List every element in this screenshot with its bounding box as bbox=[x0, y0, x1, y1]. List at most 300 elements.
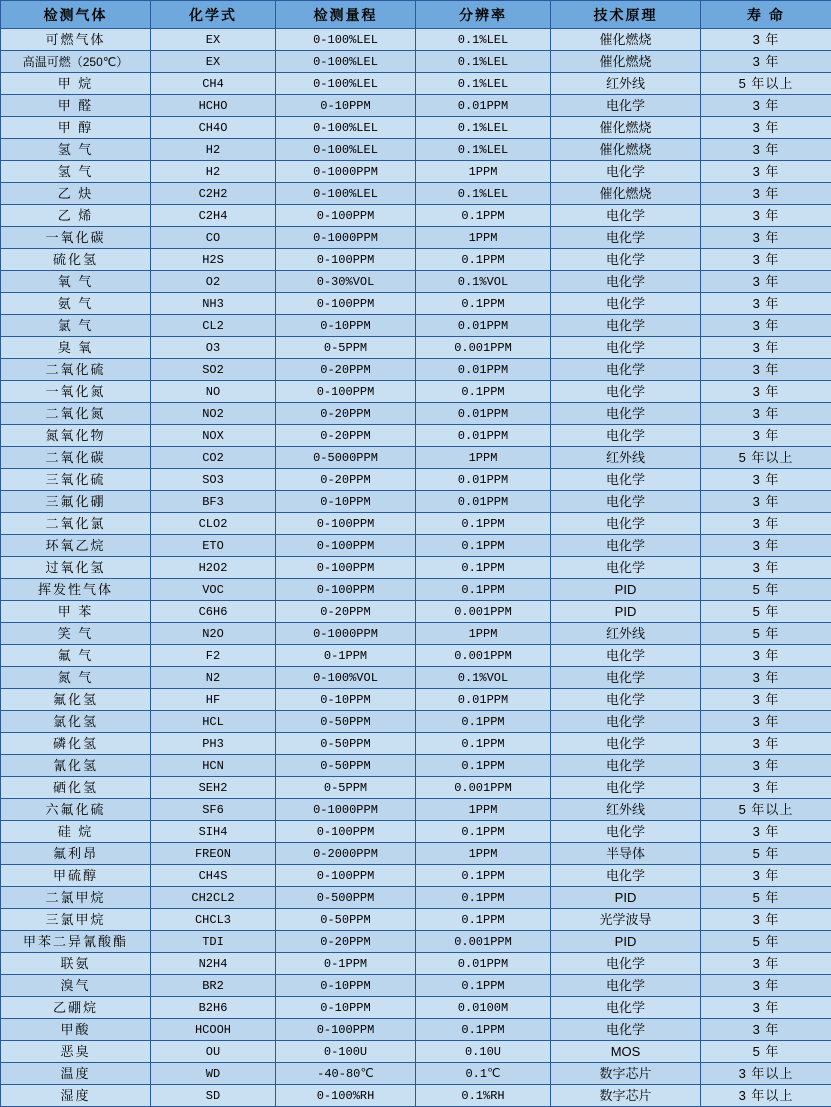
cell-principle: 红外线 bbox=[551, 623, 701, 645]
cell-principle: 半导体 bbox=[551, 843, 701, 865]
cell-principle: 电化学 bbox=[551, 205, 701, 227]
cell-formula: SF6 bbox=[151, 799, 276, 821]
cell-principle: 电化学 bbox=[551, 249, 701, 271]
column-header-lifetime: 寿 命 bbox=[701, 1, 831, 29]
table-row bbox=[1, 1019, 831, 1041]
cell-resolution: 0.1PPM bbox=[416, 755, 551, 777]
cell-formula: CHCL3 bbox=[151, 909, 276, 931]
cell-principle: 电化学 bbox=[551, 1019, 701, 1041]
cell-resolution: 0.001PPM bbox=[416, 601, 551, 623]
cell-name: 三氯甲烷 bbox=[1, 909, 151, 931]
cell-resolution: 1PPM bbox=[416, 227, 551, 249]
table-row bbox=[1, 557, 831, 579]
cell-principle: 电化学 bbox=[551, 755, 701, 777]
cell-name: 二氧化氮 bbox=[1, 403, 151, 425]
cell-resolution: 0.001PPM bbox=[416, 931, 551, 953]
cell-life: 3 年 bbox=[701, 249, 831, 271]
cell-formula: CH2CL2 bbox=[151, 887, 276, 909]
cell-life: 3 年以上 bbox=[701, 1063, 831, 1085]
cell-formula: VOC bbox=[151, 579, 276, 601]
cell-formula: HCHO bbox=[151, 95, 276, 117]
table-row bbox=[1, 139, 831, 161]
cell-range: 0-100PPM bbox=[276, 293, 416, 315]
cell-principle: 电化学 bbox=[551, 645, 701, 667]
cell-range: 0-10PPM bbox=[276, 491, 416, 513]
cell-resolution: 0.1%LEL bbox=[416, 139, 551, 161]
cell-resolution: 1PPM bbox=[416, 843, 551, 865]
cell-resolution: 0.1%VOL bbox=[416, 667, 551, 689]
cell-life: 3 年 bbox=[701, 821, 831, 843]
column-header-range: 检测量程 bbox=[276, 1, 416, 29]
cell-resolution: 0.1PPM bbox=[416, 249, 551, 271]
table-row bbox=[1, 227, 831, 249]
cell-principle: 电化学 bbox=[551, 293, 701, 315]
table-row bbox=[1, 513, 831, 535]
cell-life: 3 年 bbox=[701, 667, 831, 689]
cell-name: 乙硼烷 bbox=[1, 997, 151, 1019]
cell-resolution: 0.01PPM bbox=[416, 315, 551, 337]
cell-principle: 电化学 bbox=[551, 513, 701, 535]
cell-resolution: 0.1PPM bbox=[416, 513, 551, 535]
cell-formula: C6H6 bbox=[151, 601, 276, 623]
cell-life: 3 年 bbox=[701, 117, 831, 139]
cell-life: 3 年 bbox=[701, 359, 831, 381]
cell-name: 硒化氢 bbox=[1, 777, 151, 799]
cell-formula: CH4O bbox=[151, 117, 276, 139]
cell-resolution: 1PPM bbox=[416, 799, 551, 821]
cell-range: 0-100PPM bbox=[276, 1019, 416, 1041]
cell-life: 3 年 bbox=[701, 51, 831, 73]
cell-life: 5 年以上 bbox=[701, 447, 831, 469]
cell-principle: 电化学 bbox=[551, 227, 701, 249]
cell-life: 3 年 bbox=[701, 645, 831, 667]
cell-formula: CLO2 bbox=[151, 513, 276, 535]
cell-principle: 电化学 bbox=[551, 777, 701, 799]
cell-formula: CH4S bbox=[151, 865, 276, 887]
cell-resolution: 0.1PPM bbox=[416, 1019, 551, 1041]
cell-life: 3 年 bbox=[701, 1019, 831, 1041]
cell-name: 氟 气 bbox=[1, 645, 151, 667]
table-row bbox=[1, 997, 831, 1019]
column-header-formula: 化学式 bbox=[151, 1, 276, 29]
cell-formula: C2H2 bbox=[151, 183, 276, 205]
table-row bbox=[1, 865, 831, 887]
cell-name: 二氧化碳 bbox=[1, 447, 151, 469]
cell-name: 可燃气体 bbox=[1, 29, 151, 51]
cell-principle: 电化学 bbox=[551, 821, 701, 843]
cell-principle: MOS bbox=[551, 1041, 701, 1063]
cell-principle: 电化学 bbox=[551, 161, 701, 183]
cell-principle: PID bbox=[551, 887, 701, 909]
cell-name: 氮 气 bbox=[1, 667, 151, 689]
cell-life: 3 年 bbox=[701, 337, 831, 359]
table-row bbox=[1, 315, 831, 337]
cell-principle: 电化学 bbox=[551, 95, 701, 117]
cell-resolution: 1PPM bbox=[416, 447, 551, 469]
cell-formula: TDI bbox=[151, 931, 276, 953]
cell-principle: 电化学 bbox=[551, 359, 701, 381]
cell-formula: O2 bbox=[151, 271, 276, 293]
cell-name: 硅 烷 bbox=[1, 821, 151, 843]
cell-resolution: 0.1PPM bbox=[416, 381, 551, 403]
cell-range: 0-2000PPM bbox=[276, 843, 416, 865]
cell-range: 0-10PPM bbox=[276, 997, 416, 1019]
cell-life: 3 年 bbox=[701, 227, 831, 249]
cell-range: 0-10PPM bbox=[276, 315, 416, 337]
cell-range: 0-100PPM bbox=[276, 821, 416, 843]
cell-resolution: 0.01PPM bbox=[416, 491, 551, 513]
cell-principle: 电化学 bbox=[551, 689, 701, 711]
cell-name: 硫化氢 bbox=[1, 249, 151, 271]
table-row bbox=[1, 579, 831, 601]
cell-resolution: 0.1%LEL bbox=[416, 73, 551, 95]
cell-range: 0-100%RH bbox=[276, 1085, 416, 1107]
cell-formula: OU bbox=[151, 1041, 276, 1063]
table-row bbox=[1, 931, 831, 953]
cell-principle: 红外线 bbox=[551, 447, 701, 469]
cell-formula: F2 bbox=[151, 645, 276, 667]
cell-range: 0-50PPM bbox=[276, 733, 416, 755]
cell-principle: 电化学 bbox=[551, 975, 701, 997]
cell-principle: PID bbox=[551, 579, 701, 601]
cell-life: 3 年 bbox=[701, 469, 831, 491]
cell-name: 联氨 bbox=[1, 953, 151, 975]
cell-life: 3 年 bbox=[701, 755, 831, 777]
cell-resolution: 0.1PPM bbox=[416, 205, 551, 227]
cell-name: 氯化氢 bbox=[1, 711, 151, 733]
cell-resolution: 1PPM bbox=[416, 161, 551, 183]
cell-life: 3 年 bbox=[701, 535, 831, 557]
cell-life: 3 年 bbox=[701, 689, 831, 711]
cell-name: 二氧化氯 bbox=[1, 513, 151, 535]
cell-formula: H2S bbox=[151, 249, 276, 271]
cell-name: 氯 气 bbox=[1, 315, 151, 337]
cell-formula: O3 bbox=[151, 337, 276, 359]
cell-resolution: 0.1PPM bbox=[416, 975, 551, 997]
cell-principle: 电化学 bbox=[551, 469, 701, 491]
cell-range: 0-100%LEL bbox=[276, 183, 416, 205]
table-row bbox=[1, 535, 831, 557]
cell-range: 0-1000PPM bbox=[276, 799, 416, 821]
cell-principle: PID bbox=[551, 931, 701, 953]
table-row bbox=[1, 293, 831, 315]
cell-life: 5 年 bbox=[701, 623, 831, 645]
cell-name: 三氟化硼 bbox=[1, 491, 151, 513]
cell-principle: 光学波导 bbox=[551, 909, 701, 931]
cell-principle: 电化学 bbox=[551, 997, 701, 1019]
cell-resolution: 0.1PPM bbox=[416, 909, 551, 931]
cell-name: 臭 氧 bbox=[1, 337, 151, 359]
cell-principle: 电化学 bbox=[551, 535, 701, 557]
cell-principle: 电化学 bbox=[551, 337, 701, 359]
cell-life: 3 年以上 bbox=[701, 1085, 831, 1107]
cell-principle: 红外线 bbox=[551, 799, 701, 821]
cell-principle: 红外线 bbox=[551, 73, 701, 95]
cell-range: 0-5PPM bbox=[276, 777, 416, 799]
cell-name: 氨 气 bbox=[1, 293, 151, 315]
cell-principle: 催化燃烧 bbox=[551, 51, 701, 73]
cell-name: 氰化氢 bbox=[1, 755, 151, 777]
cell-resolution: 0.01PPM bbox=[416, 95, 551, 117]
cell-range: 0-100PPM bbox=[276, 513, 416, 535]
cell-formula: EX bbox=[151, 29, 276, 51]
cell-name: 氟化氢 bbox=[1, 689, 151, 711]
cell-name: 氧 气 bbox=[1, 271, 151, 293]
cell-principle: 催化燃烧 bbox=[551, 183, 701, 205]
cell-range: 0-1000PPM bbox=[276, 227, 416, 249]
table-row bbox=[1, 777, 831, 799]
cell-resolution: 0.1PPM bbox=[416, 579, 551, 601]
cell-formula: EX bbox=[151, 51, 276, 73]
cell-range: 0-100PPM bbox=[276, 557, 416, 579]
cell-range: 0-20PPM bbox=[276, 359, 416, 381]
cell-name: 乙 炔 bbox=[1, 183, 151, 205]
cell-formula: B2H6 bbox=[151, 997, 276, 1019]
cell-range: 0-100%LEL bbox=[276, 51, 416, 73]
cell-resolution: 0.1PPM bbox=[416, 733, 551, 755]
table-row bbox=[1, 887, 831, 909]
cell-principle: 催化燃烧 bbox=[551, 139, 701, 161]
table-body bbox=[1, 29, 831, 1107]
cell-formula: SEH2 bbox=[151, 777, 276, 799]
table-row bbox=[1, 733, 831, 755]
cell-name: 二氧化硫 bbox=[1, 359, 151, 381]
cell-range: 0-100%LEL bbox=[276, 29, 416, 51]
cell-resolution: 0.1PPM bbox=[416, 535, 551, 557]
table-row bbox=[1, 359, 831, 381]
cell-formula: HCN bbox=[151, 755, 276, 777]
cell-life: 3 年 bbox=[701, 293, 831, 315]
cell-formula: NO bbox=[151, 381, 276, 403]
cell-resolution: 0.1%RH bbox=[416, 1085, 551, 1107]
cell-formula: SD bbox=[151, 1085, 276, 1107]
cell-range: 0-100%LEL bbox=[276, 139, 416, 161]
cell-range: 0-20PPM bbox=[276, 403, 416, 425]
cell-formula: BR2 bbox=[151, 975, 276, 997]
cell-range: 0-20PPM bbox=[276, 469, 416, 491]
cell-name: 六氟化硫 bbox=[1, 799, 151, 821]
cell-range: 0-100PPM bbox=[276, 865, 416, 887]
cell-formula: CO2 bbox=[151, 447, 276, 469]
cell-name: 挥发性气体 bbox=[1, 579, 151, 601]
cell-life: 3 年 bbox=[701, 953, 831, 975]
cell-name: 过氧化氢 bbox=[1, 557, 151, 579]
cell-range: 0-100PPM bbox=[276, 381, 416, 403]
cell-formula: HCL bbox=[151, 711, 276, 733]
cell-resolution: 0.1%LEL bbox=[416, 29, 551, 51]
cell-formula: NO2 bbox=[151, 403, 276, 425]
cell-life: 3 年 bbox=[701, 403, 831, 425]
cell-formula: PH3 bbox=[151, 733, 276, 755]
cell-formula: CH4 bbox=[151, 73, 276, 95]
cell-principle: 电化学 bbox=[551, 711, 701, 733]
cell-range: 0-20PPM bbox=[276, 601, 416, 623]
cell-name: 氢 气 bbox=[1, 161, 151, 183]
table-row bbox=[1, 117, 831, 139]
cell-resolution: 0.01PPM bbox=[416, 953, 551, 975]
cell-resolution: 0.001PPM bbox=[416, 645, 551, 667]
cell-range: 0-50PPM bbox=[276, 711, 416, 733]
cell-formula: H2 bbox=[151, 139, 276, 161]
cell-formula: N2O bbox=[151, 623, 276, 645]
cell-formula: N2H4 bbox=[151, 953, 276, 975]
table-row bbox=[1, 667, 831, 689]
cell-life: 5 年 bbox=[701, 1041, 831, 1063]
column-header-gas: 检测气体 bbox=[1, 1, 151, 29]
cell-name: 乙 烯 bbox=[1, 205, 151, 227]
cell-resolution: 0.1PPM bbox=[416, 557, 551, 579]
cell-principle: 电化学 bbox=[551, 667, 701, 689]
table-row bbox=[1, 953, 831, 975]
cell-life: 3 年 bbox=[701, 315, 831, 337]
cell-life: 3 年 bbox=[701, 161, 831, 183]
cell-formula: HF bbox=[151, 689, 276, 711]
cell-life: 5 年 bbox=[701, 601, 831, 623]
cell-life: 3 年 bbox=[701, 491, 831, 513]
cell-resolution: 1PPM bbox=[416, 623, 551, 645]
table-row bbox=[1, 425, 831, 447]
table-row bbox=[1, 73, 831, 95]
cell-range: 0-100U bbox=[276, 1041, 416, 1063]
cell-life: 3 年 bbox=[701, 513, 831, 535]
cell-principle: 数字芯片 bbox=[551, 1063, 701, 1085]
cell-name: 甲苯二异氰酸酯 bbox=[1, 931, 151, 953]
cell-formula: CO bbox=[151, 227, 276, 249]
cell-principle: 电化学 bbox=[551, 271, 701, 293]
cell-name: 高温可燃（250℃） bbox=[1, 51, 151, 73]
cell-formula: NOX bbox=[151, 425, 276, 447]
table-row bbox=[1, 601, 831, 623]
cell-name: 湿度 bbox=[1, 1085, 151, 1107]
cell-name: 甲 苯 bbox=[1, 601, 151, 623]
cell-life: 3 年 bbox=[701, 909, 831, 931]
cell-formula: H2O2 bbox=[151, 557, 276, 579]
table-row bbox=[1, 821, 831, 843]
cell-principle: 电化学 bbox=[551, 491, 701, 513]
cell-formula: FREON bbox=[151, 843, 276, 865]
cell-range: 0-20PPM bbox=[276, 931, 416, 953]
cell-life: 3 年 bbox=[701, 183, 831, 205]
cell-name: 甲酸 bbox=[1, 1019, 151, 1041]
cell-range: 0-30%VOL bbox=[276, 271, 416, 293]
cell-life: 5 年以上 bbox=[701, 799, 831, 821]
cell-life: 3 年 bbox=[701, 557, 831, 579]
cell-life: 5 年 bbox=[701, 843, 831, 865]
cell-formula: ETO bbox=[151, 535, 276, 557]
cell-range: 0-5PPM bbox=[276, 337, 416, 359]
table-row bbox=[1, 689, 831, 711]
table-row bbox=[1, 51, 831, 73]
cell-name: 一氧化碳 bbox=[1, 227, 151, 249]
table-row bbox=[1, 755, 831, 777]
cell-resolution: 0.01PPM bbox=[416, 425, 551, 447]
cell-name: 氢 气 bbox=[1, 139, 151, 161]
table-row bbox=[1, 799, 831, 821]
cell-name: 氟利昂 bbox=[1, 843, 151, 865]
cell-resolution: 0.1PPM bbox=[416, 821, 551, 843]
cell-principle: 电化学 bbox=[551, 733, 701, 755]
cell-range: 0-100PPM bbox=[276, 535, 416, 557]
table-row bbox=[1, 183, 831, 205]
cell-range: 0-100%VOL bbox=[276, 667, 416, 689]
cell-formula: CL2 bbox=[151, 315, 276, 337]
cell-range: 0-100PPM bbox=[276, 249, 416, 271]
cell-formula: H2 bbox=[151, 161, 276, 183]
cell-life: 3 年 bbox=[701, 711, 831, 733]
cell-range: 0-50PPM bbox=[276, 755, 416, 777]
cell-range: 0-1PPM bbox=[276, 645, 416, 667]
cell-name: 二氯甲烷 bbox=[1, 887, 151, 909]
cell-name: 一氧化氮 bbox=[1, 381, 151, 403]
cell-name: 氮氧化物 bbox=[1, 425, 151, 447]
table-row bbox=[1, 645, 831, 667]
cell-range: 0-1000PPM bbox=[276, 623, 416, 645]
table-row bbox=[1, 909, 831, 931]
table-row bbox=[1, 337, 831, 359]
table-row bbox=[1, 1085, 831, 1107]
cell-resolution: 0.01PPM bbox=[416, 359, 551, 381]
cell-name: 甲 醇 bbox=[1, 117, 151, 139]
cell-range: 0-20PPM bbox=[276, 425, 416, 447]
table-row bbox=[1, 711, 831, 733]
cell-life: 3 年 bbox=[701, 733, 831, 755]
cell-resolution: 0.01PPM bbox=[416, 689, 551, 711]
column-header-resolution: 分辨率 bbox=[416, 1, 551, 29]
cell-range: 0-1000PPM bbox=[276, 161, 416, 183]
cell-life: 3 年 bbox=[701, 95, 831, 117]
cell-range: 0-5000PPM bbox=[276, 447, 416, 469]
cell-resolution: 0.1PPM bbox=[416, 865, 551, 887]
cell-resolution: 0.001PPM bbox=[416, 337, 551, 359]
cell-resolution: 0.001PPM bbox=[416, 777, 551, 799]
cell-range: 0-1PPM bbox=[276, 953, 416, 975]
cell-formula: N2 bbox=[151, 667, 276, 689]
cell-formula: SIH4 bbox=[151, 821, 276, 843]
cell-resolution: 0.1℃ bbox=[416, 1063, 551, 1085]
table-row bbox=[1, 623, 831, 645]
cell-formula: SO3 bbox=[151, 469, 276, 491]
table-row bbox=[1, 469, 831, 491]
table-row bbox=[1, 491, 831, 513]
cell-name: 甲 醛 bbox=[1, 95, 151, 117]
cell-name: 笑 气 bbox=[1, 623, 151, 645]
cell-life: 3 年 bbox=[701, 777, 831, 799]
cell-formula: HCOOH bbox=[151, 1019, 276, 1041]
cell-name: 三氧化硫 bbox=[1, 469, 151, 491]
cell-formula: BF3 bbox=[151, 491, 276, 513]
cell-life: 3 年 bbox=[701, 425, 831, 447]
cell-name: 恶臭 bbox=[1, 1041, 151, 1063]
cell-principle: 电化学 bbox=[551, 557, 701, 579]
cell-name: 甲 烷 bbox=[1, 73, 151, 95]
cell-name: 溴气 bbox=[1, 975, 151, 997]
cell-resolution: 0.1%LEL bbox=[416, 117, 551, 139]
cell-principle: 催化燃烧 bbox=[551, 29, 701, 51]
cell-principle: 电化学 bbox=[551, 865, 701, 887]
table-row bbox=[1, 403, 831, 425]
table-row bbox=[1, 95, 831, 117]
cell-range: 0-100%LEL bbox=[276, 73, 416, 95]
cell-resolution: 0.01PPM bbox=[416, 469, 551, 491]
cell-life: 3 年 bbox=[701, 271, 831, 293]
table-row bbox=[1, 205, 831, 227]
table-header-row bbox=[1, 1, 831, 29]
table-row bbox=[1, 1041, 831, 1063]
table-row bbox=[1, 975, 831, 997]
cell-range: -40-80℃ bbox=[276, 1063, 416, 1085]
cell-resolution: 0.1PPM bbox=[416, 887, 551, 909]
cell-life: 3 年 bbox=[701, 29, 831, 51]
